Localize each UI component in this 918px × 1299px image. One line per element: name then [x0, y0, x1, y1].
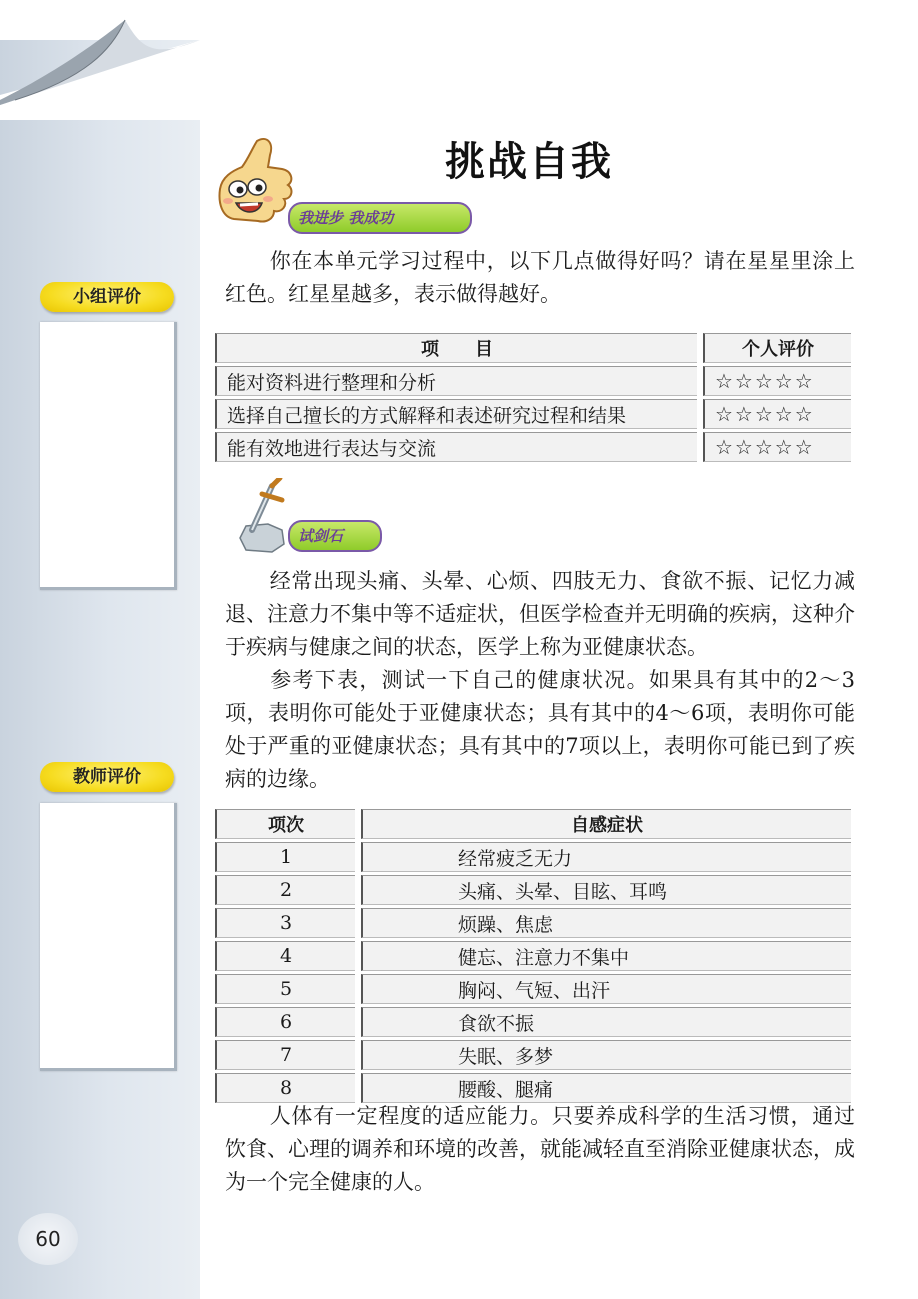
symptom-desc: 失眠、多梦	[361, 1040, 851, 1070]
teacher-eval-box[interactable]	[40, 803, 177, 1071]
teacher-eval-label: 教师评价	[40, 762, 174, 792]
group-eval-label: 小组评价	[40, 282, 174, 312]
star-rating[interactable]: ☆☆☆☆☆	[703, 366, 851, 396]
star-rating[interactable]: ☆☆☆☆☆	[703, 432, 851, 462]
table-row	[215, 1073, 851, 1103]
self-eval-table	[215, 330, 851, 465]
symptom-no: 1	[215, 842, 355, 872]
symptom-no: 6	[215, 1007, 355, 1037]
table-row	[215, 842, 851, 872]
table-row	[215, 941, 851, 971]
page-title: 挑战自我	[445, 139, 613, 185]
symptom-desc: 腰酸、腿痛	[361, 1073, 851, 1103]
section-badge-test: 试剑石	[288, 520, 382, 552]
table-row	[215, 908, 851, 938]
symptom-header-desc: 自感症状	[361, 809, 851, 839]
symptom-no: 5	[215, 974, 355, 1004]
intro-paragraph	[225, 245, 855, 311]
sidebar-margin	[0, 40, 200, 1299]
symptom-desc: 经常疲乏无力	[361, 842, 851, 872]
symptom-no: 4	[215, 941, 355, 971]
symptom-desc: 健忘、注意力不集中	[361, 941, 851, 971]
page-curl-icon	[0, 0, 210, 120]
symptom-desc: 胸闷、气短、出汗	[361, 974, 851, 1004]
group-eval-box[interactable]	[40, 322, 177, 590]
eval-header-item: 项 目	[215, 333, 697, 363]
symptom-header-no: 项次	[215, 809, 355, 839]
table-row	[215, 399, 851, 429]
test-instructions-text: 参考下表，测试一下自己的健康状况。如果具有其中的2～3项，表明你可能处于亚健康状态；具有其中的4～6项，表明你可能处于严重的亚健康状态；具有其中的7项以上，表明你可能已到了疾病的边缘。	[225, 668, 855, 791]
sword-stone-icon	[232, 478, 292, 556]
table-row	[215, 432, 851, 462]
symptom-desc: 食欲不振	[361, 1007, 851, 1037]
subhealth-paragraph	[225, 565, 855, 664]
page-number: 60	[18, 1213, 78, 1265]
eval-item: 选择自己擅长的方式解释和表述研究过程和结果	[215, 399, 697, 429]
symptom-no: 7	[215, 1040, 355, 1070]
symptom-no: 8	[215, 1073, 355, 1103]
table-row	[215, 366, 851, 396]
intro-text: 你在本单元学习过程中，以下几点做得好吗？请在星星里涂上红色。红星星越多，表示做得越好。	[225, 249, 855, 306]
symptom-table	[215, 806, 851, 1106]
section-badge-progress: 我进步 我成功	[288, 202, 472, 234]
table-row	[215, 974, 851, 1004]
symptom-no: 3	[215, 908, 355, 938]
table-row	[215, 875, 851, 905]
subhealth-text: 经常出现头痛、头晕、心烦、四肢无力、食欲不振、记忆力减退、注意力不集中等不适症状，但医学检查并无明确的疾病，这种介于疾病与健康之间的状态，医学上称为亚健康状态。	[225, 569, 855, 659]
symptom-desc: 头痛、头晕、目眩、耳鸣	[361, 875, 851, 905]
symptom-desc: 烦躁、焦虑	[361, 908, 851, 938]
star-rating[interactable]: ☆☆☆☆☆	[703, 399, 851, 429]
eval-item: 能有效地进行表达与交流	[215, 432, 697, 462]
eval-item: 能对资料进行整理和分析	[215, 366, 697, 396]
eval-header-rating: 个人评价	[703, 333, 851, 363]
symptom-no: 2	[215, 875, 355, 905]
test-instructions-paragraph	[225, 664, 855, 796]
table-row	[215, 1040, 851, 1070]
conclusion-text: 人体有一定程度的适应能力。只要养成科学的生活习惯，通过饮食、心理的调养和环境的改善，就能减轻直至消除亚健康状态，成为一个完全健康的人。	[225, 1104, 855, 1194]
table-row	[215, 1007, 851, 1037]
conclusion-paragraph	[225, 1100, 855, 1199]
